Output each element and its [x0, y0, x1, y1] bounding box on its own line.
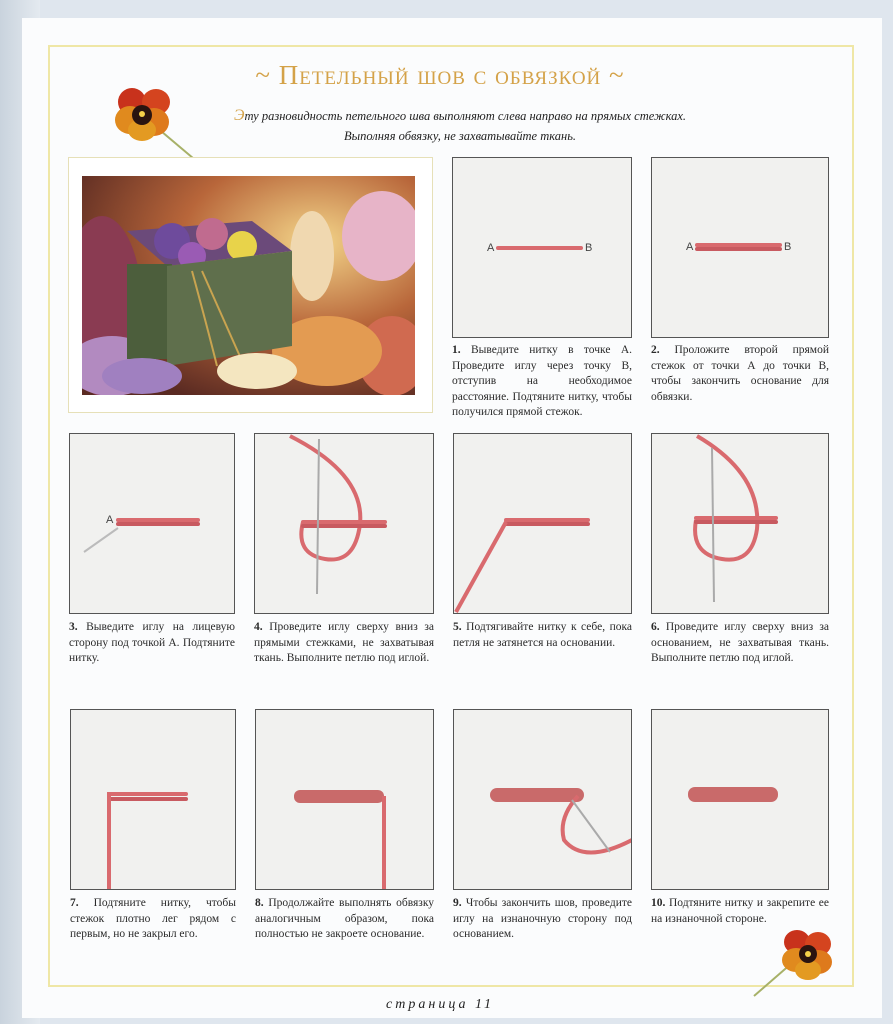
step-1-text: Выведите нитку в точке А. Проведите иглу через точку В, отступив на необходимое расстояние. Подтяните нитку, чтобы получился прямой стежок.: [452, 344, 633, 418]
step-6-caption: [651, 620, 829, 667]
step-1-number: 1.: [452, 344, 461, 356]
step-8-number: 8.: [255, 897, 264, 909]
point-a-label: A: [487, 242, 495, 254]
point-b-label: B: [784, 241, 792, 253]
step-8-text: Продолжайте выполнять обвязку аналогичным образом, пока полностью не закроете основание.: [255, 897, 435, 940]
step-5-text: Подтягивайте нитку к себе, пока петля не затянется на основании.: [453, 621, 632, 649]
intro-dropcap: Э: [233, 107, 245, 124]
step-9-number: 9.: [453, 897, 462, 909]
step-4-image: [254, 433, 434, 614]
step-1-image: [452, 157, 632, 338]
step-3-text: Выведите иглу на лицевую сторону под точкой А. Подтяните нитку.: [69, 621, 236, 664]
step-7-caption: [70, 896, 236, 943]
point-a-label: A: [686, 241, 694, 253]
step-2-image: [651, 157, 829, 338]
step-3-number: 3.: [69, 621, 78, 633]
step-5-image: [453, 433, 632, 614]
step-9-caption: [453, 896, 632, 943]
step-7-number: 7.: [70, 897, 79, 909]
step-4-number: 4.: [254, 621, 263, 633]
page-number: страница 11: [386, 997, 494, 1012]
step-8-caption: [255, 896, 434, 943]
step-1-caption: [452, 343, 632, 421]
step-5-number: 5.: [453, 621, 462, 633]
step-6-text: Проведите иглу сверху вниз за основанием, не захватывая ткань. Выполните петлю под иглой.: [651, 621, 830, 664]
intro-text: [210, 106, 710, 146]
step-10-caption: [651, 896, 829, 927]
step-9-text: Чтобы закончить шов, проведите иглу на изнаночную сторону под основанием.: [453, 897, 633, 940]
step-3-image: [69, 433, 235, 614]
point-a-label: A: [106, 514, 114, 526]
point-b-label: B: [585, 242, 593, 254]
intro-line-2: Выполняя обвязку, не захватывайте ткань.: [343, 129, 577, 143]
step-10-image: [651, 709, 829, 890]
sewing-box-photo: [82, 176, 415, 395]
step-7-image: [70, 709, 236, 890]
step-7-text: Подтяните нитку, чтобы стежок плотно лег рядом с первым, но не закрыл его.: [70, 897, 236, 940]
intro-line-1: ту разновидность петельного шва выполняют слева направо на прямых стежках.: [244, 109, 687, 123]
pansy-flower-icon: [752, 928, 842, 998]
step-2-text: Проложите второй прямой стежок от точки А до точки В, чтобы закончить основание для обвязки.: [651, 344, 829, 403]
step-10-number: 10.: [651, 897, 666, 909]
step-2-number: 2.: [651, 344, 660, 356]
step-10-text: Подтяните нитку и закрепите ее на изнаночной стороне.: [651, 897, 829, 925]
step-6-number: 6.: [651, 621, 660, 633]
page-title: ~ Петельный шов с обвязкой ~: [255, 60, 625, 90]
step-4-caption: [254, 620, 434, 667]
step-3-caption: [69, 620, 235, 667]
step-2-caption: [651, 343, 829, 405]
step-4-text: Проведите иглу сверху вниз за прямыми стежками, не захватывая ткань. Выполните петлю под иглой.: [254, 621, 435, 664]
step-5-caption: [453, 620, 632, 651]
step-9-image: [453, 709, 632, 890]
step-6-image: [651, 433, 829, 614]
step-8-image: [255, 709, 434, 890]
